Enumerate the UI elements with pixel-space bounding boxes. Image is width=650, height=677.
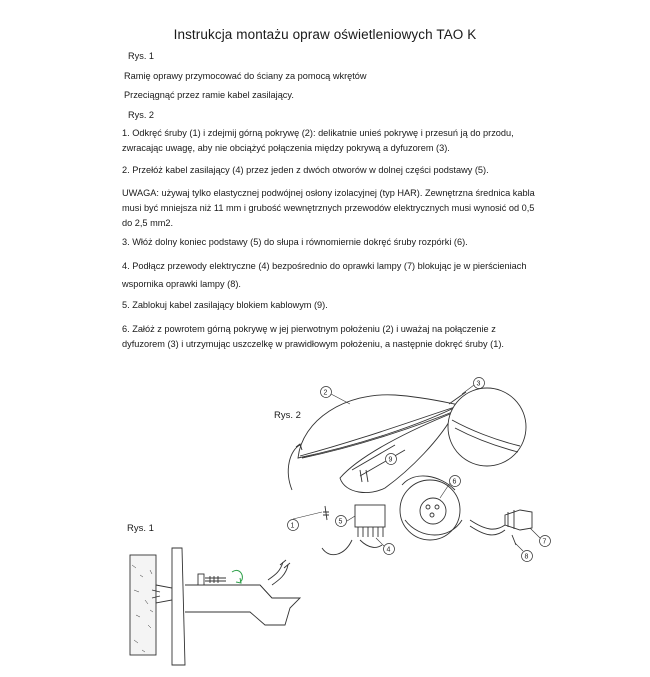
- page-title: Instrukcja montażu opraw oświetleniowych TAO K: [173, 27, 477, 42]
- figure1-label: Rys. 1: [127, 523, 154, 534]
- figure2-label: Rys. 2: [274, 410, 301, 421]
- rys1-heading: Rys. 1: [128, 51, 155, 61]
- step-6-line-1: 6. Załóż z powrotem górną pokrywę w jej pierwotnym położeniu (2) i uważaj na połączenie z: [122, 324, 496, 334]
- callout-9: 9: [388, 456, 393, 464]
- rys1-line-2: Przeciągnąć przez ramie kabel zasilający.: [124, 90, 294, 100]
- callout-1: 1: [290, 522, 295, 530]
- step-4-line-2: wspornika oprawki lampy (8).: [122, 279, 241, 289]
- callout-2: 2: [323, 389, 328, 397]
- step-3: 3. Włóż dolny koniec podstawy (5) do słupa i równomiernie dokręć śruby rozpórki (6).: [122, 237, 468, 247]
- warning-line-2: musi być mniejsza niż 11 mm i grubość wewnętrznych przewodów elektrycznych musi wynosić od 0,5: [122, 203, 535, 213]
- base-block: [355, 505, 385, 527]
- rys2-heading: Rys. 2: [128, 110, 155, 120]
- step-6-line-2: dyfuzorem (3) i utrzymując uszczelkę w prawidłowym położeniu, a następnie dokręć śruby (1).: [122, 339, 504, 349]
- callout-6: 6: [452, 478, 457, 486]
- callout-3: 3: [476, 380, 481, 388]
- callout-5: 5: [338, 518, 343, 526]
- step-1-line-2: zwracając uwagę, aby nie obciążyć połączenia między pokrywą a dyfuzorem (3).: [122, 143, 450, 153]
- callout-4: 4: [386, 546, 391, 554]
- lift-arrow: [288, 445, 300, 490]
- callout-7: 7: [542, 538, 547, 546]
- step-1-line-1: 1. Odkręć śruby (1) i zdejmij górną pokrywę (2): delikatnie unieś pokrywę i przesuń ją do przodu,: [122, 128, 514, 138]
- warning-line-3: do 2,5 mm2.: [122, 218, 174, 228]
- callout-8: 8: [524, 553, 529, 561]
- warning-line-1: UWAGA: używaj tylko elastycznej podwójnej osłony izolacyjnej (typ HAR). Zewnętrzna średnica kabla: [122, 188, 535, 198]
- figure1-drawing: [130, 548, 300, 665]
- step-2: 2. Przełóż kabel zasilający (4) przez jeden z dwóch otworów w dolnej części podstawy (5).: [122, 165, 489, 175]
- step-4-line-1: 4. Podłącz przewody elektryczne (4) bezpośrednio do oprawki lampy (7) blokując je w pierścieniach: [122, 261, 527, 271]
- step-5: 5. Zablokuj kabel zasilający blokiem kablowym (9).: [122, 300, 328, 310]
- rys1-line-1: Ramię oprawy przymocować do ściany za pomocą wkrętów: [124, 71, 367, 81]
